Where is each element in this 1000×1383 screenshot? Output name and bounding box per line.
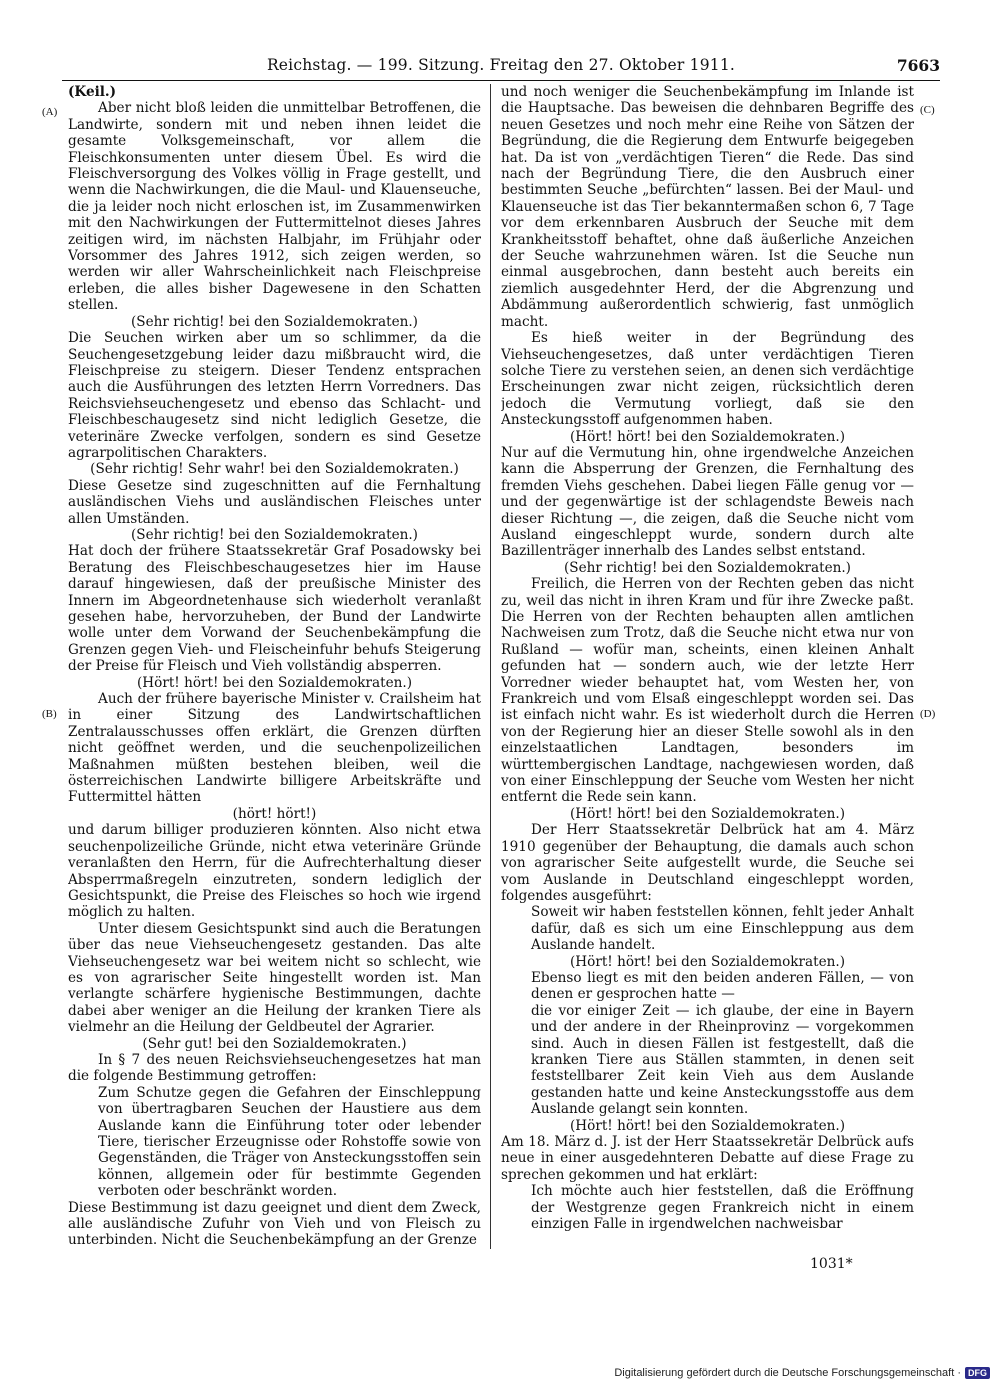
footer bbox=[614, 1367, 990, 1379]
interjection: (Sehr richtig! bei den Sozialdemokraten.) bbox=[564, 559, 851, 576]
margin-letter-c: (C) bbox=[920, 104, 935, 116]
interjection: (Sehr gut! bei den Sozialdemokraten.) bbox=[142, 1035, 407, 1052]
interjection: (Hört! hört! bei den Sozialdemokraten.) bbox=[569, 428, 845, 445]
signature-mark: 1031* bbox=[810, 1256, 853, 1272]
margin-letter-b: (B) bbox=[42, 708, 57, 720]
interjection: (Hört! hört! bei den Sozialdemokraten.) bbox=[136, 674, 412, 691]
speaker-name: (Keil.) bbox=[68, 84, 117, 100]
quotation-paragraph: Ebenso liegt es mit den beiden anderen Fällen, — von denen er gesprochen hatte — bbox=[531, 969, 914, 1003]
paragraph: Unter diesem Gesichtspunkt sind auch die Beratungen über das neue Viehseuchengesetz gestanden. Das alte Viehseuchengesetz war bei weitem nicht so schlecht, wie es von agrarischer Seite hingestellt worden ist. Man verlangte schärfere hygienische Bestimmungen, dachte dabei aber weniger an die Heilung der kranken Tiere als vielmehr an die Heilung der Geldbeutel der Agrarier. bbox=[68, 920, 481, 1036]
paragraph: Nur auf die Vermutung hin, ohne irgendwelche Anzeichen kann die Absperrung der Grenzen, die Fernhaltung des fremden Viehs geschehen. Dabei liegen Fälle genug vor — und der gegenwärtige ist der schlagendste Beweis nach dieser Richtung —, die zeigen, daß die Seuche nicht vom Ausland eingeschleppt wurde, sondern durch alte Bazillenträger innerhalb des Landes selbst entstand. bbox=[501, 444, 914, 560]
quotation-paragraph: Ich möchte auch hier feststellen, daß die Eröffnung der Westgrenze gegen Frankreich nicht in einem einzigen Falle in irgendwelchen nachweisbar bbox=[531, 1183, 914, 1233]
interjection: (Sehr richtig! Sehr wahr! bei den Sozialdemokraten.) bbox=[90, 461, 459, 478]
running-title: Reichstag. — 199. Sitzung. Freitag den 27. Oktober 1911. bbox=[266, 56, 736, 74]
paragraph: und noch weniger die Seuchenbekämpfung im Inlande ist die Hauptsache. Das beweisen die dehnbaren Begriffe des neuen Gesetzes und noch mehr eine Reihe von Sätzen der Begründung, die die Regierung dem Entwurfe beigegeben hat. Da ist von „verdächtigen Tieren“ die Rede. Das sind nach der Begründung Tiere, die den Ausbruch einer bestimmten Seuche „befürchten“ lassen. Bei der Maul- und Klauenseuche ist das Tier bekanntermaßen schon 6, 7 Tage vor dem erkennbaren Ausbruch der Seuche mit dem Krankheitsstoff behaftet, ohne daß äußerliche Anzeichen der Seuche wahrzunehmen wären. Ist die Seuche nun einmal ausgebrochen, dann besteht auch bereits ein ziemlich ausgedehnter Herd, der die Abgrenzung und Abdämmung außerordentlich schwierig, fast unmöglich macht. bbox=[501, 84, 914, 330]
interjection: (Hört! hört! bei den Sozialdemokraten.) bbox=[569, 953, 845, 970]
paragraph: Diese Bestimmung ist dazu geeignet und dient dem Zweck, alle ausländische Zufuhr von Vieh und von Fleisch zu unterbinden. Nicht die Seuchenbekämpfung an der Grenze bbox=[68, 1199, 481, 1249]
quotation-paragraph: Soweit wir haben feststellen können, fehlt jeder Anhalt dafür, daß es sich um eine Einschleppung aus dem Auslande handelt. bbox=[531, 904, 914, 954]
paragraph: Es hieß weiter in der Begründung des Viehseuchengesetzes, daß unter verdächtigen Tieren solche Tiere zu verstehen seien, an denen sich verdächtige Erscheinungen zwar nicht zeigen, rücksichtlich deren jedoch die Vermutung vorliegt, daß sie den Ansteckungsstoff aufgenommen haben. bbox=[501, 330, 914, 429]
interjection: (Sehr richtig! bei den Sozialdemokraten.) bbox=[131, 313, 418, 330]
paragraph: Freilich, die Herren von der Rechten geben das nicht zu, weil das nicht in ihren Kram und für ihre Zwecke paßt. Die Herren von der Rechten behaupten allen amtlichen Nachweisen zum Trotz, daß die Seuche nicht etwa nur von Rußland — wofür man, scheints, einen kleinen Anhalt gefunden hat — sondern auch, wie der letzte Herr Vorredner wieder behauptet hat, vom Westen her, von Frankreich und vom Elsaß eingeschleppt worden sei. Das ist einfach nicht wahr. Es ist wiederholt durch die Herren von der Regierung hier an dieser Stelle sowohl als in den einzelstaatlichen Landtagen, besonders im württembergischen Landtage, nachgewiesen worden, daß von einer Einschleppung der Seuche vom Westen her nicht entfernt die Rede sein kann. bbox=[501, 576, 914, 806]
interjection: (Hört! hört! bei den Sozialdemokraten.) bbox=[569, 1117, 845, 1134]
column-divider bbox=[490, 84, 491, 1249]
paragraph: Die Seuchen wirken aber um so schlimmer, da die Seuchengesetzgebung leider dazu mißbraucht wird, die Fleischpreise zu steigern. Dieser Tendenz entsprachen auch die Ausführungen des letzten Herrn Vorredners. Das Reichsviehseuchengesetz und ebenso das Schlacht- und Fleischbeschaugesetz sind nicht lediglich Gesetze, die veterinäre Zwecke verfolgen, sondern es sind Gesetze agrarpolitischen Charakters. bbox=[68, 330, 481, 461]
paragraph: In § 7 des neuen Reichsviehseuchengesetzes hat man die folgende Bestimmung getroffen: bbox=[68, 1051, 481, 1085]
page-number: 7663 bbox=[896, 56, 940, 75]
paragraph: Aber nicht bloß leiden die unmittelbar Betroffenen, die Landwirte, sondern mit und neben ihnen leidet die gesamte Volksgemeinschaft, vor allem die Fleischkonsumenten unter diesem Übel. Es wird die Fleischversorgung des Volkes völlig in Frage gestellt, und wenn die Nachwirkungen, die die Maul- und Klauenseuche, die ja leider noch nicht erloschen ist, im Zusammenwirken mit den Nachwirkungen der Futtermittelnot dieses Jahres zeitigen wird, im nächsten Halbjahr, im Frühjahr oder Vorsommer des Jahres 1912, sich zeigen werden, so werden wir aller Wahrscheinlichkeit nach Fleischpreise erleben, die alles bisher Dagewesene in den Schatten stellen. bbox=[68, 100, 481, 314]
paragraph: Der Herr Staatssekretär Delbrück hat am 4. März 1910 gegenüber der Behauptung, die damals auch schon von agrarischer Seite aufgestellt wurde, die Seuche sei vom Auslande in Deutschland eingeschleppt worden, folgendes ausgeführt: bbox=[501, 822, 914, 904]
left-column bbox=[68, 84, 481, 1252]
margin-letter-a: (A) bbox=[42, 106, 58, 118]
interjection: (hört! hört!) bbox=[232, 805, 317, 822]
interjection: (Hört! hört! bei den Sozialdemokraten.) bbox=[569, 805, 845, 822]
quotation-paragraph: Zum Schutze gegen die Gefahren der Einschleppung von übertragbaren Seuchen der Haustiere aus dem Auslande kann die Einführung toter oder lebender Tiere, tierischer Erzeugnisse oder Rohstoffe sowie von Gegenständen, die Träger von Ansteckungsstoffen sein können, allgemein oder für bestimmte Gegenden verboten oder beschränkt worden. bbox=[98, 1084, 481, 1200]
right-column bbox=[501, 84, 914, 1252]
interjection: (Sehr richtig! bei den Sozialdemokraten.) bbox=[131, 526, 418, 543]
footer-text: Digitalisierung gefördert durch die Deutsche Forschungsgemeinschaft · bbox=[614, 1367, 961, 1379]
paragraph: Hat doch der frühere Staatssekretär Graf Posadowsky bei Beratung des Fleischbeschaugesetzes hier im Hause darauf hingewiesen, daß der preußische Minister des Innern im Abgeordnetenhause sich wiederholt veranlaßt gesehen habe, hervorzuheben, der Bund der Landwirte wolle unter dem Vorwand der Seuchenbekämpfung die Grenzen gegen Vieh- und Fleischeinfuhr behufs Steigerung der Preise für Fleisch und Vieh vollständig absperren. bbox=[68, 543, 481, 675]
paragraph: Diese Gesetze sind zugeschnitten auf die Fernhaltung ausländischen Viehs und ausländischen Fleisches unter allen Umständen. bbox=[68, 477, 481, 527]
paragraph: Am 18. März d. J. ist der Herr Staatssekretär Delbrück aufs neue in einer ausgedehnteren Debatte auf diese Frage zu sprechen gekommen und hat erklärt: bbox=[501, 1134, 914, 1183]
margin-letter-d: (D) bbox=[920, 708, 936, 720]
dfg-logo: DFG bbox=[965, 1367, 990, 1379]
paragraph: Auch der frühere bayerische Minister v. Crailsheim hat in einer Sitzung des Landwirtschaftlichen Zentralausschusses offen erklärt, die Grenzen dürften nicht geöffnet werden, und die seuchenpolizeilichen Maßnahmen müßten bestehen bleiben, weil die österreichischen Landwirte billigere Arbeitskräfte und Futtermittel hätten bbox=[68, 691, 481, 806]
paragraph: und darum billiger produzieren könnten. Also nicht etwa seuchenpolizeiliche Gründe, nicht etwa veterinäre Gründe veranlaßten den Herrn, für die Aufrechterhaltung dieser Absperrmaßregeln einzutreten, sondern lediglich der Gesichtspunkt, die Preise des Fleisches so hoch wie irgend möglich zu halten. bbox=[68, 822, 481, 921]
quotation-paragraph: die vor einiger Zeit — ich glaube, der eine in Bayern und der andere in der Rheinprovinz — vorgekommen sind. Auch in diesen Fällen ist festgestellt, daß die kranken Tiere aus Ställen stammten, in denen seit feststellbarer Zeit kein Vieh aus dem Auslande gestanden hatte und keine Ansteckungsstoffe aus dem Auslande gelangt sein konnten. bbox=[531, 1002, 914, 1118]
page-header bbox=[62, 54, 940, 81]
